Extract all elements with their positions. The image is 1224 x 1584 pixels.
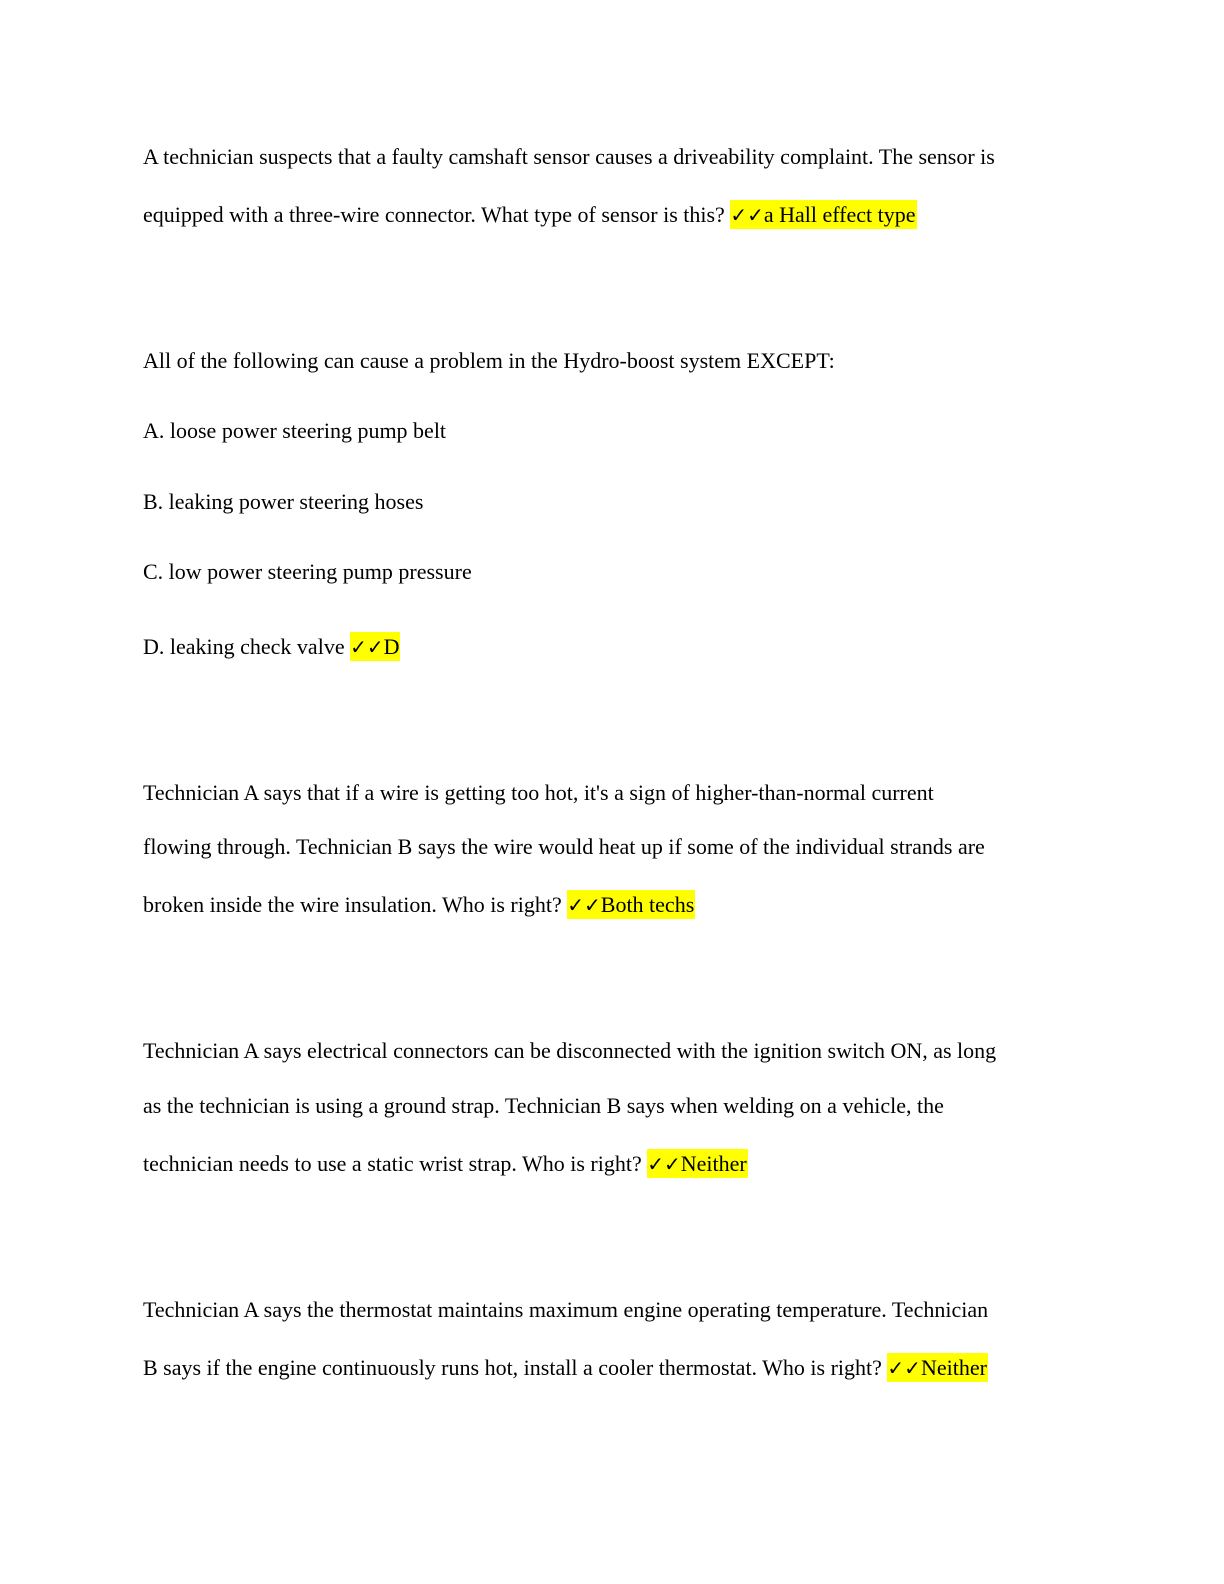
q5-answer: Neither — [920, 1355, 987, 1380]
q3-line-3 — [143, 891, 695, 919]
q2-stem: All of the following can cause a problem in the Hydro-boost system EXCEPT: — [143, 348, 835, 373]
double-check-icon: ✓✓ — [887, 1356, 921, 1380]
q2-option-d: D. leaking check valve — [143, 634, 345, 659]
double-check-icon: ✓✓ — [567, 893, 601, 917]
q2-option-d-line — [143, 633, 400, 661]
double-check-icon: ✓✓ — [647, 1152, 681, 1176]
q4-line-3-text: technician needs to use a static wrist strap. Who is right? — [143, 1151, 642, 1176]
q3-line-2: flowing through. Technician B says the wire would heat up if some of the individual strands are — [143, 834, 985, 859]
q3-line-1: Technician A says that if a wire is getting too hot, it's a sign of higher-than-normal current — [143, 780, 934, 805]
q4-line-3 — [143, 1150, 748, 1178]
q4-answer-highlight — [647, 1149, 747, 1178]
q4-line-1: Technician A says electrical connectors can be disconnected with the ignition switch ON, as long — [143, 1038, 997, 1063]
q3-answer-highlight — [567, 890, 695, 919]
q2-option-b: B. leaking power steering hoses — [143, 489, 424, 514]
q1-line-2 — [143, 201, 917, 229]
q5-answer-highlight — [887, 1353, 987, 1382]
q3-answer: Both techs — [600, 892, 695, 917]
double-check-icon: ✓✓ — [350, 635, 384, 659]
double-check-icon: ✓✓ — [730, 203, 764, 227]
q4-line-2: as the technician is using a ground strap. Technician B says when welding on a vehicle, the — [143, 1093, 944, 1118]
q2-answer: D — [383, 634, 400, 659]
q4-answer: Neither — [680, 1151, 747, 1176]
q1-line-1: A technician suspects that a faulty camshaft sensor causes a driveability complaint. The sensor is — [143, 144, 995, 169]
q2-option-c: C. low power steering pump pressure — [143, 559, 472, 584]
q5-line-2 — [143, 1354, 988, 1382]
q1-answer: a Hall effect type — [763, 202, 916, 227]
q1-answer-highlight — [730, 200, 916, 229]
q2-answer-highlight — [350, 632, 400, 661]
q3-line-3-text: broken inside the wire insulation. Who is right? — [143, 892, 562, 917]
q1-line-2-text: equipped with a three-wire connector. What type of sensor is this? — [143, 202, 725, 227]
q2-option-a: A. loose power steering pump belt — [143, 418, 447, 443]
q5-line-1: Technician A says the thermostat maintains maximum engine operating temperature. Technician — [143, 1297, 989, 1322]
q5-line-2-text: B says if the engine continuously runs hot, install a cooler thermostat. Who is right? — [143, 1355, 882, 1380]
